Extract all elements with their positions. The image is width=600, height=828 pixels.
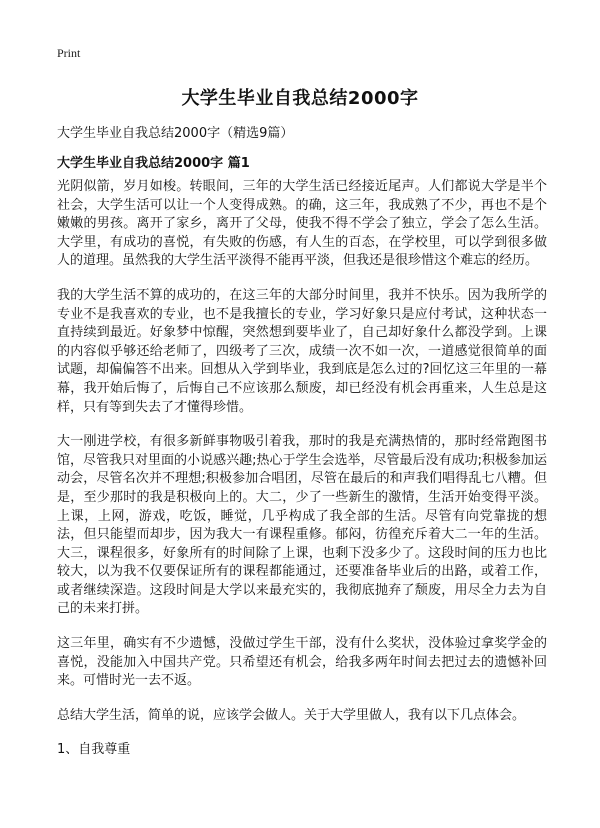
- paragraph: 这三年里，确实有不少遗憾，没做过学生干部，没有什么奖状，没体验过拿奖学金的喜悦，没能加入中国共产党。只希望还有机会，给我多两年时间去把过去的遗憾补回来。可惜时光一去不返。: [57, 636, 547, 689]
- list-item: 1、自我尊重: [57, 742, 131, 758]
- page-title: 大学生毕业自我总结2000字: [181, 88, 419, 109]
- paragraph: 光阴似箭，岁月如梭。转眼间，三年的大学生活已经接近尾声。人们都说大学是半个社会，大学生活可以让一个人变得成熟。的确，这三年，我成熟了不少，再也不是个嫩嫩的男孩。离开了家乡，离开了父母，使我不得不学会了独立，学会了怎么生活。大学里，有成功的喜悦，有失败的伤感，有人生的百态，在学校里，可以学到很多做人的道理。虽然我的大学生活平淡得不能再平淡，但我还是很珍惜这个难忘的经历。: [57, 179, 547, 269]
- print-link[interactable]: Print: [57, 46, 81, 60]
- section-heading: 大学生毕业自我总结2000字 篇1: [57, 156, 250, 171]
- paragraph: 大一刚进学校，有很多新鲜事物吸引着我，那时的我是充满热情的，那时经常跑图书馆，尽管我只对里面的小说感兴趣;热心于学生会选举，尽管最后没有成功;积极参加运动会，尽管名次并不理想;积极参加合唱团，尽管在最后的和声我们唱得乱七八糟。但是，至少那时的我是积极向上的。大二，少了一些新生的激情，生活开始变得平淡。上课，上网，游戏，吃饭，睡觉，几乎构成了我全部的生活。尽管有向党靠拢的想法，但只能望而却步，因为我大一有课程重修。郁闷，彷徨充斥着大二一年的生活。大三，课程很多，好象所有的时间除了上课，也剩下没多少了。这段时间的压力也比较大，以为我不仅要保证所有的课程都能通过，还要准备毕业后的出路，或着工作，或者继续深造。这段时间是大学以来最充实的，我彻底抛弃了颓废，用尽全力去为自己的未来打拼。: [57, 434, 547, 617]
- body-text: [57, 178, 547, 760]
- document-subtitle: 大学生毕业自我总结2000字（精选9篇）: [57, 126, 294, 141]
- paragraph: 总结大学生活，简单的说，应该学会做人。关于大学里做人，我有以下几点体会。: [57, 707, 526, 723]
- paragraph: 我的大学生活不算的成功的，在这三年的大部分时间里，我并不快乐。因为我所学的专业不是我喜欢的专业，也不是我擅长的专业，学习好象只是应付考试，这种状态一直持续到最近。好象梦中惊醒，突然想到要毕业了，自己却好象什么都没学到。上课的内容似乎够还给老师了，四级考了三次，成绩一次不如一次，一道感觉很简单的面试题，却偏偏答不出来。回想从入学到毕业，我到底是怎么过的?回忆这三年里的一幕幕，我开始后悔了，后悔自己不应该那么颓废，却已经没有机会再重来，人生总是这样，只有等到失去了才懂得珍惜。: [57, 287, 547, 415]
